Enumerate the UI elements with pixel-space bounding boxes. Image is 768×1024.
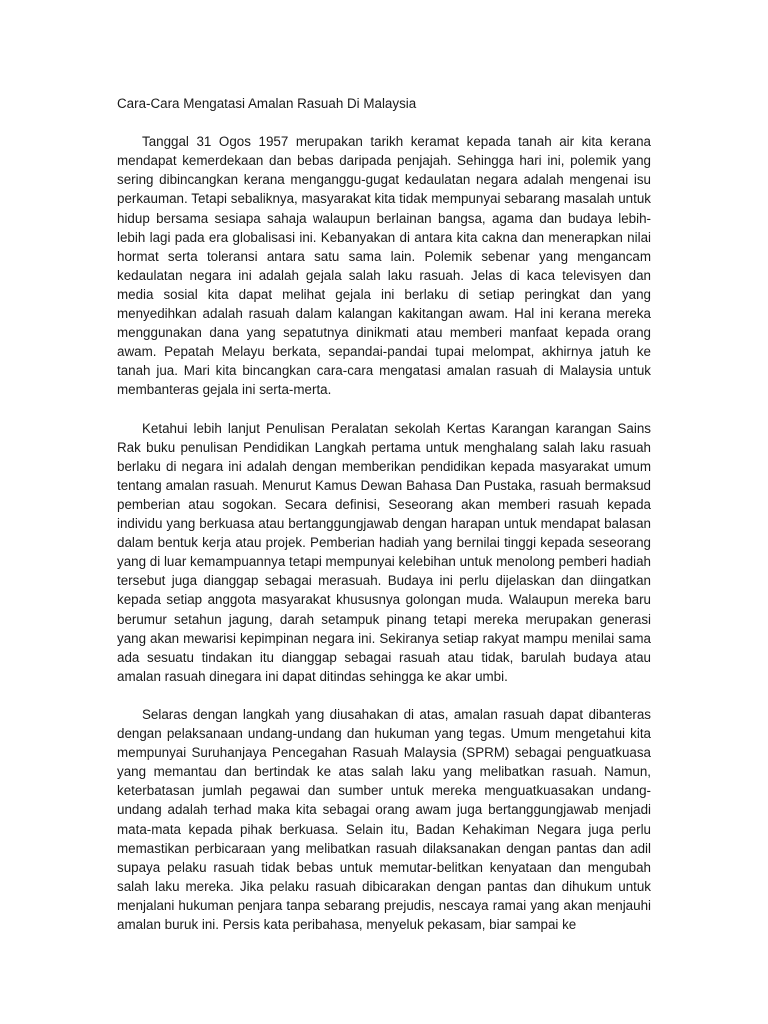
paragraph-intro: Tanggal 31 Ogos 1957 merupakan tarikh keramat kepada tanah air kita kerana mendapat kemerdekaan dan bebas daripada penjajah. Sehingga hari ini, polemik yang sering dibincangkan kerana menganggu-gugat kedaulatan negara adalah mengenai isu perkauman. Tetapi sebaliknya, masyarakat kita tidak mempunyai sebarang masalah untuk hidup bersama sesiapa sahaja walaupun berlainan bangsa, agama dan budaya lebih-lebih lagi pada era globalisasi ini. Kebanyakan di antara kita cakna dan menerapkan nilai hormat serta toleransi antara satu sama lain. Polemik sebenar yang mengancam kedaulatan negara ini adalah gejala salah laku rasuah. Jelas di kaca televisyen dan media sosial kita dapat melihat gejala ini berlaku di setiap peringkat dan yang menyedihkan adalah rasuah dalam kalangan kakitangan awam. Hal ini kerana mereka menggunakan dana yang sepatutnya dinikmati atau memberi manfaat kepada orang awam. Pepatah Melayu berkata, sepandai-pandai tupai melompat, akhirnya jatuh ke tanah jua. Mari kita bincangkan cara-cara mengatasi amalan rasuah di Malaysia untuk membanteras gejala ini serta-merta. xyxy=(117,134,651,398)
document-title: Cara-Cara Mengatasi Amalan Rasuah Di Malaysia xyxy=(117,96,417,111)
document-page xyxy=(117,94,651,953)
paragraph-education: Ketahui lebih lanjut Penulisan Peralatan sekolah Kertas Karangan karangan Sains Rak buku penulisan Pendidikan Langkah pertama untuk menghalang salah laku rasuah berlaku di negara ini adalah dengan memberikan pendidikan kepada masyarakat umum tentang amalan rasuah. Menurut Kamus Dewan Bahasa Dan Pustaka, rasuah bermaksud pemberian atau sogokan. Secara definisi, Seseorang akan memberi rasuah kepada individu yang berkuasa atau bertanggungjawab dengan harapan untuk mendapat balasan dalam bentuk kerja atau projek. Pemberian hadiah yang bernilai tinggi kepada seseorang yang di luar kemampuannya tetapi mempunyai kelebihan untuk menolong pemberi hadiah tersebut juga dianggap sebagai merasuah. Budaya ini perlu dijelaskan dan diingatkan kepada setiap anggota masyarakat khususnya golongan muda. Walaupun mereka baru berumur setahun jagung, darah setampuk pinang tetapi mereka merupakan generasi yang akan mewarisi kepimpinan negara ini. Sekiranya setiap rakyat mampu menilai sama ada sesuatu tindakan itu dianggap sebagai rasuah atau tidak, barulah budaya atau amalan rasuah dinegara ini dapat ditindas sehingga ke akar umbi. xyxy=(117,420,651,684)
paragraph-enforcement: Selaras dengan langkah yang diusahakan di atas, amalan rasuah dapat dibanteras dengan pelaksanaan undang-undang dan hukuman yang tegas. Umum mengetahui kita mempunyai Suruhanjaya Pencegahan Rasuah Malaysia (SPRM) sebagai penguatkuasa yang memantau dan bertindak ke atas salah laku yang melibatkan rasuah. Namun, keterbatasan jumlah pegawai dan sumber untuk mereka menguatkuasakan undang-undang adalah terhad maka kita sebagai orang awam juga bertanggungjawab menjadi mata-mata kepada pihak berkuasa. Selain itu, Badan Kehakiman Negara juga perlu memastikan perbicaraan yang melibatkan rasuah dilaksanakan dengan pantas dan adil supaya pelaku rasuah tidak bebas untuk memutar-belitkan kenyataan dan mengubah salah laku mereka. Jika pelaku rasuah dibicarakan dengan pantas dan dihukum untuk menjalani hukuman penjara tanpa sebarang prejudis, nescaya ramai yang akan menjauhi amalan buruk ini. Persis kata peribahasa, menyeluk pekasam, biar sampai ke xyxy=(117,707,651,933)
